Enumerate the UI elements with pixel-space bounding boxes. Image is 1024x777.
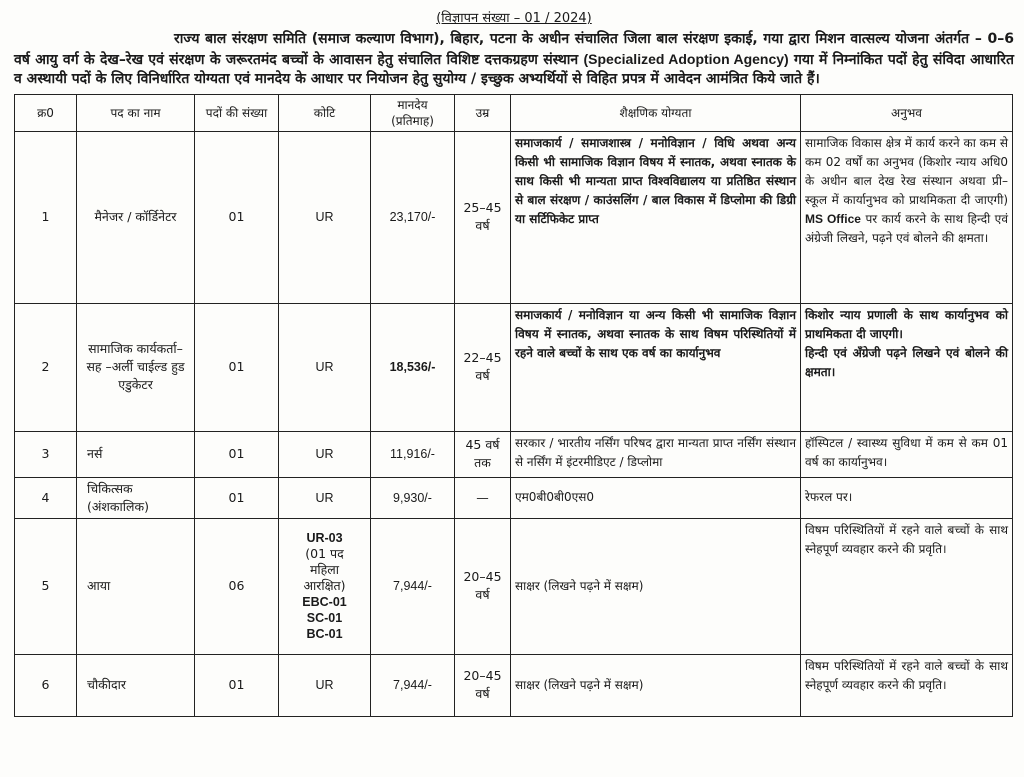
cell-category	[279, 518, 371, 654]
header-salary: मानदेय (प्रतिमाह)	[371, 94, 455, 131]
experience-text: किशोर न्याय प्रणाली के साथ कार्यानुभव को प्राथमिकता दी जाएगी।	[805, 307, 1008, 341]
cell-salary: 7,944/-	[371, 654, 455, 716]
advertisement-number-heading: (विज्ञापन संख्या – 01 / 2024)	[436, 11, 592, 26]
cell-post: आया	[77, 518, 195, 654]
table-row	[15, 303, 1013, 431]
table-row	[15, 431, 1013, 477]
cell-count: 06	[195, 518, 279, 654]
cell-category: UR	[279, 303, 371, 431]
header-education: शैक्षणिक योग्यता	[511, 94, 801, 131]
cell-salary: 23,170/-	[371, 131, 455, 303]
cell-age: 25–45 वर्ष	[455, 131, 511, 303]
table-row	[15, 654, 1013, 716]
cell-sno: 2	[15, 303, 77, 431]
cell-salary: 18,536/-	[371, 303, 455, 431]
cell-education: साक्षर (लिखने पढ़ने में सक्षम)	[511, 518, 801, 654]
header-category: कोटि	[279, 94, 371, 131]
cell-experience: हॉस्पिटल / स्वास्थ्य सुविधा में कम से कम 01 वर्ष का कार्यानुभव।	[801, 431, 1013, 477]
table-header-row	[15, 94, 1013, 131]
cell-category: UR	[279, 431, 371, 477]
cell-post: नर्स	[77, 431, 195, 477]
cell-education: समाजकार्य / मनोविज्ञान या अन्य किसी भी सामाजिक विज्ञान विषय में स्नातक, अथवा स्नातक के साथ विषम परिस्थितियों में रहने वाले बच्चों के साथ एक वर्ष का कार्यानुभव	[511, 303, 801, 431]
header-experience: अनुभव	[801, 94, 1013, 131]
cell-count: 01	[195, 303, 279, 431]
cell-education: एम0बी0बी0एस0	[511, 477, 801, 518]
cell-experience	[801, 131, 1013, 303]
header-count: पदों की संख्या	[195, 94, 279, 131]
cell-age: 22–45 वर्ष	[455, 303, 511, 431]
cell-sno: 6	[15, 654, 77, 716]
header-age: उम्र	[455, 94, 511, 131]
category-line: UR-03	[306, 531, 343, 545]
cell-age: —	[455, 477, 511, 518]
cell-sno: 4	[15, 477, 77, 518]
intro-part-2: गया में निम्नांकित पदों हेतु संविदा आधारित व अस्थायी पदों के लिए विनिर्धारित योग्यता एवं मानदेय के आधार पर नियोजन हेतु सुयोग्य / इच्छुक अभ्यर्थियों से विहित प्रपत्र में आवेदन आमंत्रित किये जाते हैं।	[14, 51, 1014, 87]
table-row	[15, 131, 1013, 303]
category-line: आरक्षित)	[303, 578, 346, 593]
experience-text: हिन्दी एवं अँग्रेजी पढ़ने लिखने एवं बोलने की क्षमता।	[805, 345, 1008, 379]
cell-age: 45 वर्ष तक	[455, 431, 511, 477]
header-sno: क्र0	[15, 94, 77, 131]
cell-post: सामाजिक कार्यकर्ता–सह –अर्ली चाईल्ड हुड एडुकेटर	[77, 303, 195, 431]
cell-count: 01	[195, 477, 279, 518]
cell-education: सरकार / भारतीय नर्सिंग परिषद द्वारा मान्यता प्राप्त नर्सिंग संस्थान से नर्सिंग में इंटरमीडिएट / डिप्लोमा	[511, 431, 801, 477]
category-line: BC-01	[306, 627, 343, 641]
cell-category: UR	[279, 654, 371, 716]
header-post: पद का नाम	[77, 94, 195, 131]
cell-salary: 7,944/-	[371, 518, 455, 654]
experience-text: सामाजिक विकास क्षेत्र में कार्य करने का कम से कम 02 वर्षों का अनुभव (किशोर न्याय अधि0 के अधीन बाल देख रेख संस्थान अथवा प्री–स्कूल में कार्यानुभव को प्राथमिकता दी जाएगी)	[805, 135, 1008, 207]
cell-experience: रेफरल पर।	[801, 477, 1013, 518]
cell-salary: 11,916/-	[371, 431, 455, 477]
cell-education: साक्षर (लिखने पढ़ने में सक्षम)	[511, 654, 801, 716]
intro-agency: (Specialized Adoption Agency)	[583, 50, 789, 67]
cell-salary: 9,930/-	[371, 477, 455, 518]
cell-age: 20–45 वर्ष	[455, 518, 511, 654]
cell-experience: विषम परिस्थितियों में रहने वाले बच्चों के साथ स्नेहपूर्ण व्यवहार करने की प्रवृति।	[801, 518, 1013, 654]
vacancy-table	[14, 94, 1013, 717]
category-line: (01 पद	[305, 546, 344, 561]
cell-count: 01	[195, 131, 279, 303]
cell-sno: 3	[15, 431, 77, 477]
table-row	[15, 477, 1013, 518]
cell-post: चिकित्सक (अंशकालिक)	[77, 477, 195, 518]
cell-count: 01	[195, 654, 279, 716]
cell-age: 20–45 वर्ष	[455, 654, 511, 716]
category-line: EBC-01	[302, 595, 347, 609]
category-line: महिला	[309, 562, 340, 577]
cell-post: चौकीदार	[77, 654, 195, 716]
cell-sno: 1	[15, 131, 77, 303]
cell-experience	[801, 303, 1013, 431]
cell-sno: 5	[15, 518, 77, 654]
cell-experience: विषम परिस्थितियों में रहने वाले बच्चों के साथ स्नेहपूर्ण व्यवहार करने की प्रवृति।	[801, 654, 1013, 716]
category-line: SC-01	[306, 611, 343, 625]
experience-text: पर कार्य करने के साथ हिन्दी एवं अंग्रेजी लिखने, पढ़ने एवं बोलने की क्षमता।	[805, 211, 1008, 245]
cell-post: मैनेजर / कॉर्डिनेटर	[77, 131, 195, 303]
cell-category: UR	[279, 131, 371, 303]
ms-office-text: MS Office	[805, 211, 861, 226]
intro-part-1: राज्य बाल संरक्षण समिति (समाज कल्याण विभाग), बिहार, पटना के अधीन संचालित जिला बाल संरक्षण इकाई, गया द्वारा मिशन वात्सल्य योजना अंतर्गत – 0–6 वर्ष आयु वर्ग के देख–रेख एवं संरक्षण के जरूरतमंद बच्चों के आवासन हेतु संचालित विशिष्ट दत्तकग्रहण संस्थान	[14, 31, 1014, 68]
table-row	[15, 518, 1013, 654]
cell-count: 01	[195, 431, 279, 477]
intro-paragraph	[14, 30, 1014, 90]
cell-education: समाजकार्य / समाजशास्त्र / मनोविज्ञान / विधि अथवा अन्य किसी भी सामाजिक विज्ञान विषय में स्नातक, अथवा स्नातक के साथ किसी भी मान्यता प्राप्त विश्वविद्यालय या प्रतिष्ठित संस्थान से बाल संरक्षण / काउंसलिंग / बाल विकास में डिप्लोमा की डिग्री या सर्टिफिकेट प्राप्त	[511, 131, 801, 303]
cell-category: UR	[279, 477, 371, 518]
